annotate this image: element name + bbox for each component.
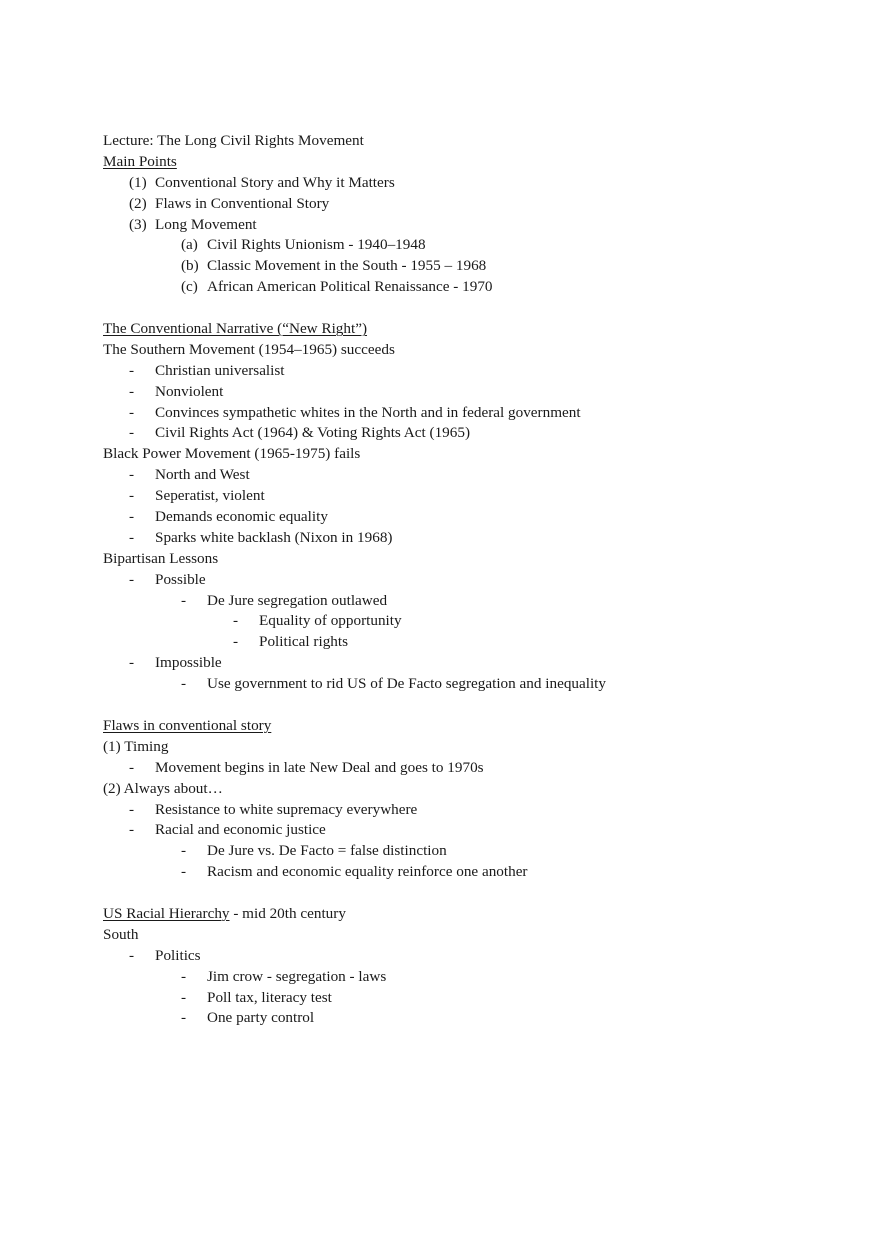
document-page: [103, 131, 843, 1029]
list-item: (3) Long Movement: [129, 215, 257, 233]
list-item: - Racial and economic justice: [129, 821, 326, 839]
timing: (1) Timing: [103, 737, 169, 755]
southern-movement: The Southern Movement (1954–1965) succeeds: [103, 340, 395, 358]
list-subitem: - Poll tax, literacy test: [181, 988, 332, 1006]
list-item: - Resistance to white supremacy everywhere: [129, 800, 418, 818]
list-item: - Sparks white backlash (Nixon in 1968): [129, 528, 393, 546]
list-subitem: - Use government to rid US of De Facto segregation and inequality: [181, 675, 606, 693]
list-item: - Possible: [129, 570, 206, 588]
main-points-heading: Main Points: [103, 152, 177, 170]
list-item: (2) Flaws in Conventional Story: [129, 194, 330, 212]
list-subitem: - De Jure segregation outlawed: [181, 591, 388, 609]
black-power-movement: Black Power Movement (1965-1975) fails: [103, 445, 361, 463]
list-item: - Impossible: [129, 654, 222, 672]
list-item: - Seperatist, violent: [129, 487, 265, 505]
always-about: (2) Always about…: [103, 779, 223, 797]
lecture-title: Lecture: The Long Civil Rights Movement: [103, 132, 364, 149]
list-subitem: - One party control: [181, 1009, 315, 1027]
list-subitem: (a) Civil Rights Unionism - 1940–1948: [181, 236, 426, 254]
hierarchy-title: US Racial Hierarchy - mid 20th century: [103, 904, 346, 922]
list-subitem: - De Jure vs. De Facto = false distinction: [181, 842, 447, 860]
list-item: - Demands economic equality: [129, 508, 328, 526]
hierarchy-heading: US Racial Hierarchy: [103, 904, 230, 922]
list-subsubitem: - Equality of opportunity: [233, 612, 402, 630]
list-item: - Christian universalist: [129, 361, 285, 379]
list-item: - Movement begins in late New Deal and goes to 1970s: [129, 758, 484, 776]
south: South: [103, 925, 139, 943]
list-subsubitem: - Political rights: [233, 633, 349, 651]
list-subitem: (b) Classic Movement in the South - 1955 – 1968: [181, 257, 487, 275]
list-item: - North and West: [129, 466, 250, 484]
flaws-heading: Flaws in conventional story: [103, 716, 272, 734]
conventional-heading: The Conventional Narrative (“New Right”): [103, 320, 368, 338]
list-item: - Politics: [129, 946, 201, 964]
list-subitem: - Racism and economic equality reinforce one another: [181, 863, 528, 881]
bipartisan-lessons: Bipartisan Lessons: [103, 549, 219, 567]
list-item: (1) Conventional Story and Why it Matters: [129, 173, 395, 191]
list-subitem: - Jim crow - segregation - laws: [181, 967, 387, 985]
list-item: - Civil Rights Act (1964) & Voting Rights Act (1965): [129, 424, 471, 442]
list-item: - Convinces sympathetic whites in the North and in federal government: [129, 403, 581, 421]
list-item: - Nonviolent: [129, 382, 224, 400]
list-subitem: (c) African American Political Renaissance - 1970: [181, 278, 493, 296]
